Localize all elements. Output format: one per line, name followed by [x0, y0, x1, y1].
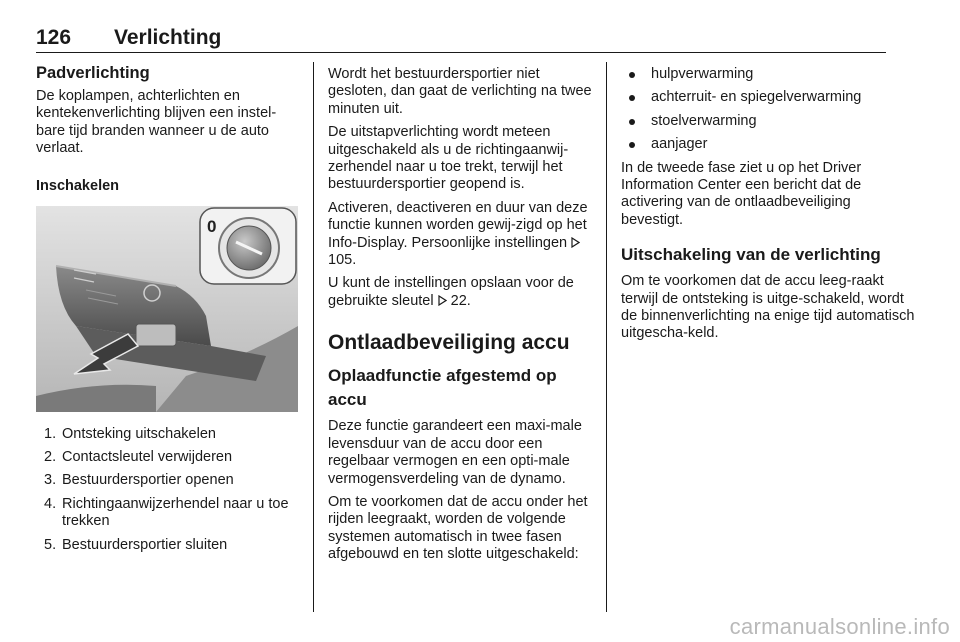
- step-text: Ontsteking uitschakelen: [62, 425, 216, 442]
- paragraph: De uitstapverlichting wordt meteen uitgeschakeld als u de richtingaanwij-zerhendel naar u toe trekt, terwijl het bestuurdersportier geopend is.: [328, 124, 569, 193]
- section-heading-ontlaadbeveiliging: Ontlaadbeveiliging accu: [328, 331, 570, 355]
- step-number: 5.: [44, 536, 57, 553]
- paragraph: Om te voorkomen dat de accu onder het rijden leegraakt, worden de volgende systemen automatisch in twee fasen afgebouwd en ten slotte uitgeschakeld:: [328, 493, 588, 563]
- bullet-icon: [629, 72, 635, 78]
- step-text: Bestuurdersportier openen: [62, 472, 234, 489]
- list-item: [44, 426, 300, 443]
- column-1: [36, 62, 300, 560]
- list-item: [44, 496, 300, 531]
- bullet-icon: [629, 95, 635, 101]
- header-rule: [36, 52, 886, 53]
- list-item: [44, 537, 300, 554]
- paragraph: [328, 275, 594, 310]
- list-item-text: hulpverwarming: [651, 66, 754, 82]
- step-number: 1.: [44, 425, 57, 442]
- watermark: carmanualsonline.info: [729, 614, 950, 639]
- steps-list: [36, 426, 300, 554]
- paragraph-intro: De koplampen, achterlichten en kentekenverlichting blijven een instel-bare tijd branden wanneer u de auto verlaat.: [36, 88, 277, 157]
- paragraph-text: U kunt de instellingen opslaan voor de gebruikte sleutel: [328, 275, 574, 309]
- subheading-oplaadfunctie: Oplaadfunctie afgestemd op accu: [328, 366, 557, 410]
- step-text: Richtingaanwijzerhendel naar u toe trekken: [62, 495, 289, 530]
- lever-illustration: [36, 206, 298, 412]
- list-item-text: achterruit- en spiegelverwarming: [651, 89, 862, 106]
- paragraph: Wordt het bestuurdersportier niet gesloten, dan gaat de verlichting na twee minuten uit.: [328, 66, 592, 117]
- dial-label: 0: [207, 216, 217, 236]
- list-item-text: stoelverwarming: [651, 112, 757, 129]
- subheading-inschakelen: Inschakelen: [36, 177, 120, 194]
- lever-illustration-svg: [36, 206, 298, 412]
- paragraph: Om te voorkomen dat de accu leeg-raakt terwijl de ontsteking is uitge-schakeld, wordt de binnenverlichting na enige tijd automatisch uitgescha-keld.: [621, 273, 915, 342]
- triangle-right-icon: [571, 235, 580, 251]
- step-text: Bestuurdersportier sluiten: [62, 536, 228, 553]
- paragraph: [328, 200, 594, 270]
- chapter-title: Verlichting: [114, 26, 222, 49]
- column-2: [328, 66, 594, 564]
- list-item: [621, 89, 916, 106]
- paragraph: Deze functie garandeert een maxi-male levensduur van de accu door een regelbaar vermogen en een opti-male vermogensverdeling van de dynamo.: [328, 418, 582, 487]
- section-heading-uitschakeling: Uitschakeling van de verlichting: [621, 245, 881, 265]
- step-number: 3.: [44, 472, 57, 489]
- list-item-text: aanjager: [651, 136, 708, 153]
- column-divider-2: [606, 62, 607, 612]
- step-number: 2.: [44, 449, 57, 466]
- step-number: 4.: [44, 495, 57, 512]
- list-item: [621, 113, 916, 130]
- step-text: Contactsleutel verwijderen: [62, 449, 233, 466]
- page-reference-link[interactable]: 105.: [328, 252, 357, 269]
- bullet-icon: [629, 119, 635, 125]
- column-3: [621, 66, 916, 343]
- column-divider-1: [313, 62, 314, 612]
- systems-list: [621, 66, 916, 154]
- list-item: [44, 449, 300, 466]
- section-heading-padverlichting: Padverlichting: [36, 64, 150, 82]
- page-reference-link[interactable]: 22.: [450, 292, 471, 309]
- triangle-right-icon: [438, 293, 447, 309]
- list-item: [621, 66, 916, 83]
- list-item: [621, 136, 916, 153]
- page-header: [36, 26, 886, 52]
- page-number: 126: [36, 26, 72, 49]
- paragraph-text: Activeren, deactiveren en duur van deze functie kunnen worden gewij-zigd op het Info-Display. Persoonlijke instellingen: [328, 199, 588, 251]
- paragraph: In de tweede fase ziet u op het Driver Information Center een bericht dat de activering van de ontlaadbeveiliging bevestigt.: [621, 159, 862, 228]
- bullet-icon: [629, 142, 635, 148]
- list-item: [44, 472, 300, 489]
